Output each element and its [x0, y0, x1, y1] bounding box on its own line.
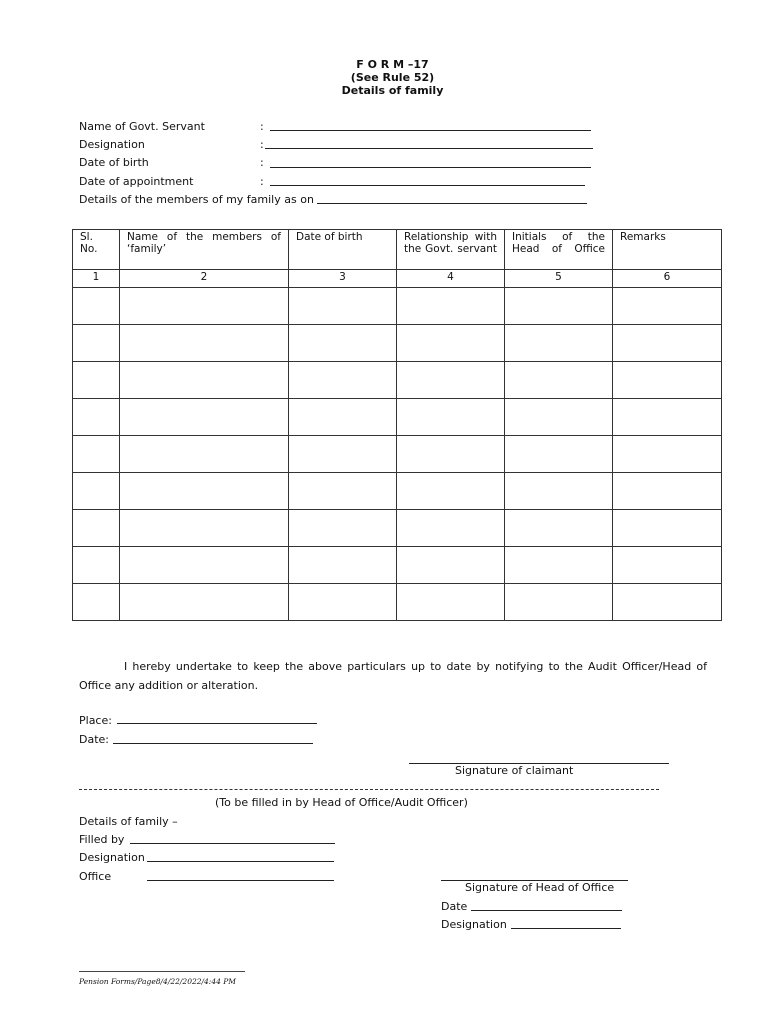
office-label: Office [79, 870, 112, 883]
members-as-on-label: Details of the members of my family as on [79, 193, 314, 206]
table-cell[interactable] [120, 510, 289, 547]
table-cell[interactable] [73, 473, 120, 510]
field-separator: : [260, 120, 264, 133]
table-cell[interactable] [505, 547, 613, 584]
table-row [73, 547, 722, 584]
table-cell[interactable] [505, 436, 613, 473]
table-cell[interactable] [613, 399, 722, 436]
table-cell[interactable] [73, 325, 120, 362]
form-number: F O R M –17 [356, 58, 429, 71]
table-cell[interactable] [289, 362, 397, 399]
table-row [73, 362, 722, 399]
column-number: 6 [613, 270, 722, 288]
table-cell[interactable] [397, 362, 505, 399]
table-cell[interactable] [289, 473, 397, 510]
table-cell[interactable] [397, 436, 505, 473]
details-of-family-label: Details of family – [79, 815, 178, 828]
column-number: 4 [397, 270, 505, 288]
table-row [73, 399, 722, 436]
table-cell[interactable] [73, 547, 120, 584]
column-number: 3 [289, 270, 397, 288]
table-cell[interactable] [73, 288, 120, 325]
office-designation-field[interactable] [147, 849, 334, 862]
table-cell[interactable] [613, 547, 722, 584]
table-header-row [73, 230, 722, 270]
header-initials: Initials of the Head of Office [505, 230, 613, 270]
designation-field[interactable] [265, 136, 593, 149]
table-cell[interactable] [505, 473, 613, 510]
table-cell[interactable] [505, 325, 613, 362]
table-cell[interactable] [613, 288, 722, 325]
table-cell[interactable] [120, 473, 289, 510]
family-table [72, 229, 722, 621]
field-separator: : [260, 156, 264, 169]
table-cell[interactable] [505, 584, 613, 621]
column-number: 1 [73, 270, 120, 288]
rule-reference: (See Rule 52) [350, 71, 435, 84]
filled-by-field[interactable] [130, 831, 335, 844]
table-cell[interactable] [120, 288, 289, 325]
table-cell[interactable] [613, 510, 722, 547]
table-cell[interactable] [289, 584, 397, 621]
govt-servant-name-label: Name of Govt. Servant [79, 120, 205, 133]
table-cell[interactable] [73, 399, 120, 436]
table-cell[interactable] [613, 584, 722, 621]
footer-rule [79, 971, 245, 972]
office-note: (To be filled in by Head of Office/Audit Officer) [215, 796, 468, 809]
head-designation-field[interactable] [511, 916, 621, 929]
date-field[interactable] [113, 731, 313, 744]
table-cell[interactable] [120, 547, 289, 584]
table-cell[interactable] [397, 547, 505, 584]
place-label: Place: [79, 714, 112, 727]
table-cell[interactable] [120, 584, 289, 621]
form-subtitle: Details of family [341, 84, 444, 97]
office-field[interactable] [147, 868, 334, 881]
claimant-signature-field[interactable] [409, 752, 669, 764]
table-cell[interactable] [289, 325, 397, 362]
members-as-on-field[interactable] [317, 191, 587, 204]
date-of-birth-label: Date of birth [79, 156, 149, 169]
table-row [73, 325, 722, 362]
table-cell[interactable] [289, 288, 397, 325]
table-cell[interactable] [73, 584, 120, 621]
table-cell[interactable] [120, 436, 289, 473]
header-sl-no: Sl. No. [73, 230, 120, 270]
header-date-of-birth: Date of birth [289, 230, 397, 270]
field-separator: : [260, 175, 264, 188]
table-cell[interactable] [505, 510, 613, 547]
head-signature-field[interactable] [441, 868, 628, 881]
table-cell[interactable] [289, 436, 397, 473]
office-designation-label: Designation [79, 851, 145, 864]
table-cell[interactable] [397, 473, 505, 510]
table-cell[interactable] [397, 288, 505, 325]
date-of-appointment-field[interactable] [270, 173, 585, 186]
table-cell[interactable] [613, 436, 722, 473]
divider [79, 789, 659, 790]
table-cell[interactable] [613, 362, 722, 399]
place-field[interactable] [117, 711, 317, 724]
table-cell[interactable] [397, 510, 505, 547]
table-row [73, 473, 722, 510]
date-of-appointment-label: Date of appointment [79, 175, 194, 188]
head-designation-label: Designation [441, 918, 507, 931]
table-cell[interactable] [613, 325, 722, 362]
table-cell[interactable] [613, 473, 722, 510]
header-remarks: Remarks [613, 230, 722, 270]
table-row [73, 288, 722, 325]
undertaking-text: I hereby undertake to keep the above particulars up to date by notifying to the Audit Officer/Head of Office any addition or alteration. [79, 660, 707, 692]
table-cell[interactable] [505, 288, 613, 325]
column-number: 5 [505, 270, 613, 288]
blank-rows [73, 288, 722, 621]
table-cell[interactable] [120, 325, 289, 362]
header-relationship: Relationship with the Govt. servant [397, 230, 505, 270]
table-cell[interactable] [73, 510, 120, 547]
table-cell[interactable] [73, 436, 120, 473]
date-of-birth-field[interactable] [270, 155, 591, 168]
footer-text: Pension Forms/Page8/4/22/2022/4:44 PM [79, 977, 236, 986]
header-member-name: Name of the members of ‘family’ [120, 230, 289, 270]
head-date-field[interactable] [471, 898, 622, 911]
table-row [73, 510, 722, 547]
column-number: 2 [120, 270, 289, 288]
designation-label: Designation [79, 138, 145, 151]
head-date-label: Date [441, 900, 468, 913]
column-number-row [73, 270, 722, 288]
filled-by-label: Filled by [79, 833, 125, 846]
table-cell[interactable] [505, 399, 613, 436]
field-separator: : [260, 138, 264, 151]
table-cell[interactable] [505, 362, 613, 399]
govt-servant-name-field[interactable] [270, 118, 591, 131]
table-cell[interactable] [73, 362, 120, 399]
table-row [73, 436, 722, 473]
table-cell[interactable] [289, 547, 397, 584]
table-cell[interactable] [289, 399, 397, 436]
table-cell[interactable] [289, 510, 397, 547]
table-cell[interactable] [397, 399, 505, 436]
table-cell[interactable] [397, 584, 505, 621]
table-row [73, 584, 722, 621]
date-label: Date: [79, 733, 109, 746]
table-cell[interactable] [120, 362, 289, 399]
head-signature-label: Signature of Head of Office [465, 881, 615, 894]
table-cell[interactable] [120, 399, 289, 436]
table-cell[interactable] [397, 325, 505, 362]
claimant-signature-label: Signature of claimant [455, 764, 574, 777]
